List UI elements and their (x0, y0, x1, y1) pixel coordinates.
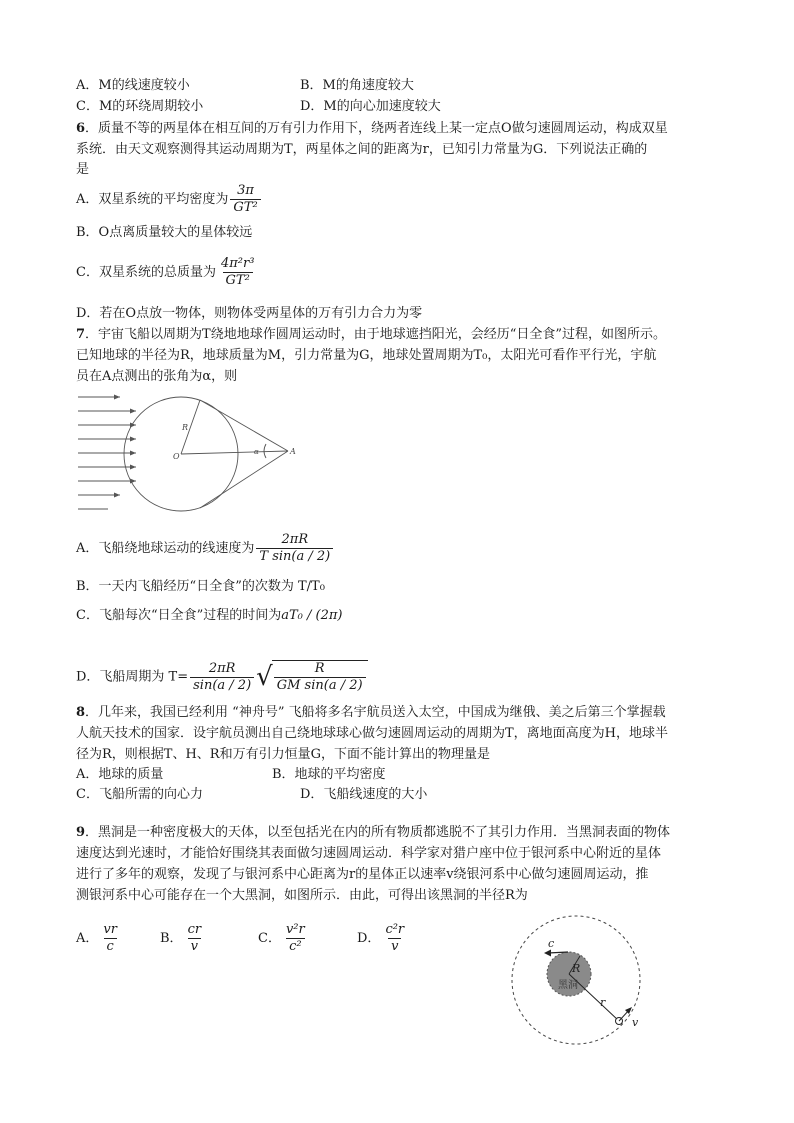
q9-c-denominator: c² (286, 938, 305, 955)
q6-a-numerator: 3π (237, 183, 254, 198)
q9-number: 9 (76, 825, 86, 840)
q7-option-d-sqrt: √ $\frac{R}{\text{GM sin(a / 2)}}$ (256, 660, 367, 694)
q6-c-numerator: 4π²r³ (220, 256, 255, 271)
q9-c-numerator: v²r (285, 922, 305, 937)
q6-option-d: D．若在O点放一物体，则物体受两星体的万有引力合力为零 (76, 306, 423, 321)
q8-option-d: D．飞船线速度的大小 (300, 787, 428, 802)
q9-option-b-label: B． (160, 931, 183, 946)
q9-figure-label-r-upper: R (572, 962, 581, 975)
q7-figure-label-alpha: α (254, 448, 259, 456)
q9-figure-label-c: c (548, 937, 555, 950)
q9-option-d-fraction (382, 922, 407, 955)
q8-number: 8 (76, 705, 86, 720)
q6-option-b: B．O点离质量较大的星体较远 (76, 225, 253, 240)
q6-option-c-fraction (218, 256, 257, 289)
q6-c-denominator: GT² (223, 272, 253, 289)
q9-figure-label-hole: 黑洞 (558, 980, 578, 991)
q7-number: 7 (76, 327, 86, 342)
q7-d-denominator2: GM sin(a / 2) (274, 677, 366, 694)
q7-eclipse-figure (78, 392, 300, 514)
q7-option-d-fraction2 (274, 661, 366, 694)
q5-option-b: B．M的角速度较大 (300, 78, 414, 93)
q8-stem-line3: 径为R，则根据T、H、R和万有引力恒量G，下面不能计算出的物理量是 (76, 747, 490, 762)
q6-a-denominator: GT² (230, 199, 260, 216)
q9-stem-line1 (76, 824, 670, 842)
q9-stem-line3: 进行了多年的观察，发现了与银河系中心距离为r的星体正以速率v绕银河系中心做匀速圆周运动，推 (76, 867, 649, 882)
q6-option-c-text: C．双星系统的总质量为 (76, 265, 216, 280)
q7-option-c (76, 607, 343, 625)
q7-option-b: B．一天内飞船经历“日全食”的次数为 T/T₀ (76, 579, 325, 594)
q8-stem-line2: 人航天技术的国家．设宇航员测出自己绕地球球心做匀速圆周运动的周期为T，离地面高度为H，地球半 (76, 726, 669, 741)
q7-stem-text1: ．宇宙飞船以周期为T绕地地球作圆周运动时，由于地球遮挡阳光，会经历“日全食”过程，如图所示。 (85, 327, 667, 342)
q9-a-denominator: c (104, 938, 117, 955)
q7-a-numerator: 2πR (281, 532, 309, 547)
q9-option-c (258, 922, 310, 955)
q7-d-numerator1: 2πR (208, 660, 236, 676)
q9-stem-line2: 速度达到光速时，才能恰好围绕其表面做匀速圆周运动．科学家对猎户座中位于银河系中心附近的星体 (76, 846, 662, 861)
q9-option-d (357, 922, 409, 955)
q9-option-a-fraction (100, 922, 120, 955)
q9-option-b-fraction (185, 922, 205, 955)
q7-option-a (76, 532, 335, 565)
q9-figure-label-v: v (632, 1016, 639, 1029)
q7-figure-label-o: O (173, 452, 180, 461)
q8-stem-line1 (76, 704, 666, 722)
q7-d-numerator2: R (314, 661, 325, 676)
q6-option-c (76, 256, 259, 289)
q7-option-a-text: A．飞船绕地球运动的线速度为 (76, 541, 255, 556)
q7-figure-label-r: R (182, 423, 189, 432)
q7-stem-line2: 已知地球的半径为R，地球质量为M，引力常量为G，地球处置周期为T₀，太阳光可看作平行光，宇航 (76, 348, 657, 363)
q9-stem-line4: 测银河系中心可能存在一个大黑洞，如图所示．由此，可得出该黑洞的半径R为 (76, 888, 528, 903)
q6-option-a-text: A．双星系统的平均密度为 (76, 192, 229, 207)
q7-option-d (76, 660, 368, 694)
q9-option-d-label: D． (357, 931, 381, 946)
q9-option-c-fraction (283, 922, 308, 955)
q9-black-hole-figure (506, 914, 652, 1050)
q9-option-a (76, 922, 122, 955)
q7-option-c-expr: aT₀ / (2π) (281, 608, 343, 623)
q7-a-denominator: T sin(a / 2) (256, 548, 333, 565)
q9-option-b (160, 922, 206, 955)
q6-stem-line2: 系统．由天文观察测得其运动周期为T，两星体之间的距离为r，已知引力常量为G．下列说法正确的 (76, 142, 648, 157)
q6-number: 6 (76, 121, 86, 136)
q9-option-a-label: A． (76, 931, 99, 946)
q6-stem-text1: ．质量不等的两星体在相互间的万有引力作用下，绕两者连线上某一定点O做匀速圆周运动，构成双星 (85, 121, 668, 136)
q8-option-a: A．地球的质量 (76, 767, 164, 782)
q9-stem-text1: ．黑洞是一种密度极大的天体，以至包括光在内的所有物质都逃脱不了其引力作用．当黑洞表面的物体 (85, 825, 671, 840)
q9-figure-label-r-lower: r (600, 996, 606, 1009)
q7-figure-label-a: A (290, 447, 296, 456)
q7-option-c-text: C．飞船每次“日全食”过程的时间为 (76, 608, 282, 623)
q9-b-denominator: v (188, 938, 201, 955)
q5-option-d: D．M的向心加速度较大 (300, 99, 441, 114)
q9-option-c-label: C． (258, 931, 281, 946)
q5-option-a: A．M的线速度较小 (76, 78, 190, 93)
q8-stem-text1: ．几年来，我国已经利用 “神舟号” 飞船将多名宇航员送入太空，中国成为继俄、美之后第三个掌握载 (85, 705, 666, 720)
q7-option-d-text: D．飞船周期为 T= (76, 669, 189, 685)
q9-d-denominator: v (388, 938, 401, 955)
q9-a-numerator: vr (103, 922, 117, 937)
q7-option-a-fraction (256, 532, 333, 565)
q5-option-c: C．M的环绕周期较小 (76, 99, 204, 114)
q6-stem-line3: 是 (76, 162, 90, 177)
q6-option-a (76, 183, 263, 216)
q9-b-numerator: cr (187, 922, 202, 937)
q7-stem-line3: 员在A点测出的张角为α，则 (76, 369, 238, 384)
q6-stem-line1 (76, 120, 668, 138)
q6-option-a-fraction (230, 183, 260, 216)
q9-d-numerator: c²r (385, 922, 405, 937)
q7-stem-line1 (76, 326, 666, 344)
q7-d-denominator1: sin(a / 2) (190, 677, 254, 694)
q8-option-c: C．飞船所需的向心力 (76, 787, 203, 802)
q7-option-d-fraction1 (190, 661, 254, 694)
q8-option-b: B．地球的平均密度 (272, 767, 386, 782)
